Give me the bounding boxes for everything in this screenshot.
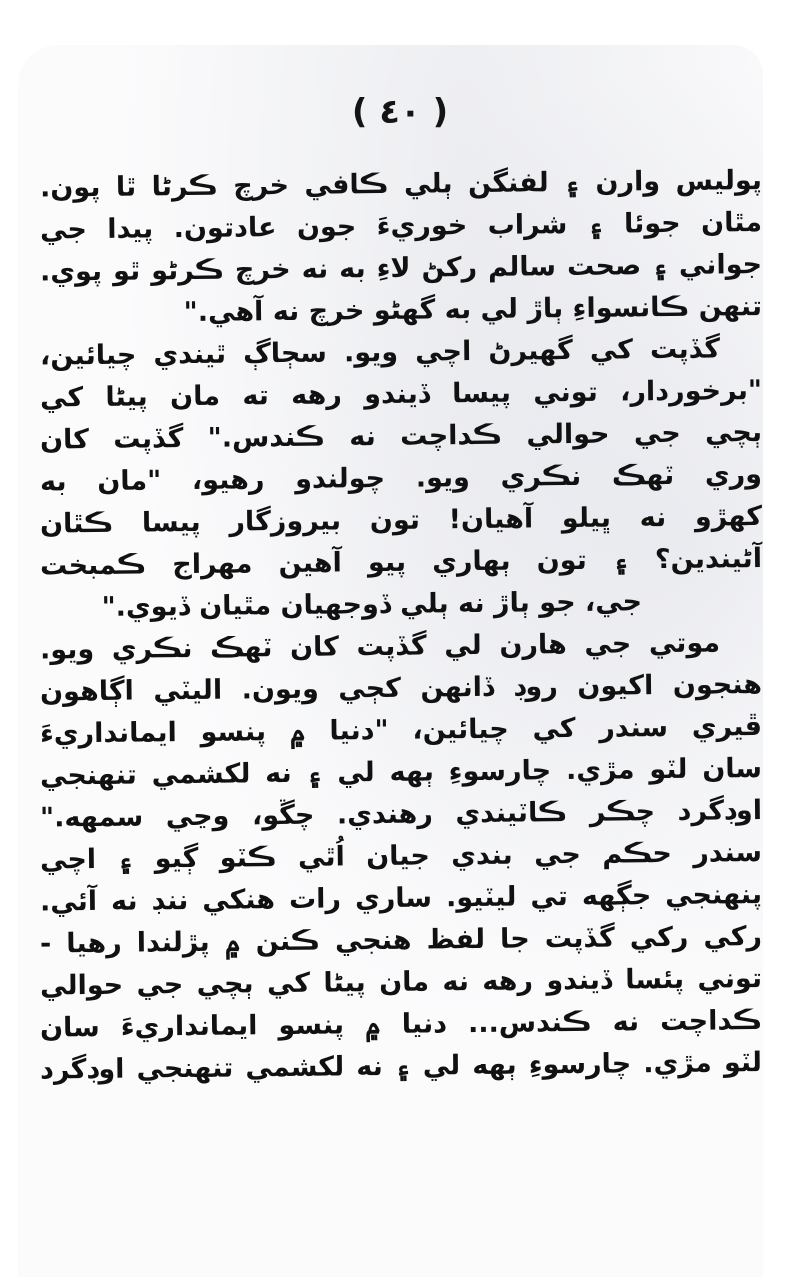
text-line-3: جواني ۽ صحت سالم رکڻ لاءِ به نه خرچ ڪرڻو ٿو پوي. — [39, 249, 763, 288]
text-line-22: لٽو مڙي. چارسوءِ ٻهه لي ۽ نه لکشمي تنهنجي اوڊگرد — [39, 1047, 763, 1086]
text-line-7: ٻچي جي حوالي ڪداچت نه ڪندس." گڏپت کان — [39, 417, 763, 456]
text-line-9: کهڙو نه ڀيلو آهيان! تون بيروزگار پيسا ڪٿان — [39, 501, 763, 540]
text-line-15: سان لٽو مڙي. چارسوءِ ٻهه لي ۽ نه لکشمي تنهنجي — [39, 753, 763, 792]
text-line-16: اوڊگرد چڪر ڪاٽيندي رهندي. چڱو، وڃي سمهه." — [39, 795, 763, 834]
text-line-13: هنجون اکيون روڊ ڏانهن کڄي ويون. اليٽي اڳاهون — [39, 669, 763, 708]
text-line-12: موتي جي هارن لي گڏپت کان ٽهڪ نڪري ويو. — [39, 627, 721, 666]
text-line-8: وري ٽهڪ نڪري ويو. چولندو رهيو، "مان به — [39, 459, 763, 498]
text-line-17: سندر حڪم جي بندي جيان اُٿي ڪٽو ڳيو ۽ اچي — [39, 837, 763, 876]
text-line-2: مٿان جوئا ۽ شراب خوريءَ جون عادتون. پيدا جي — [39, 207, 763, 246]
text-line-19: رکي رکي گڏپت جا لفظ هنجي ڪنن ۾ پڙلندا رهيا - — [39, 921, 763, 960]
text-line-1: پوليس وارن ۽ لفنگن ٻلي ڪافي خرچ ڪرڻا ٿا پون. — [39, 165, 763, 204]
text-line-14: ڦيري سندر کي چيائين، "دنيا ۾ پنسو ايمانداريءَ — [39, 711, 763, 750]
text-line-4: تنهن ڪانسواءِ ٻاڙ لي به گهڻو خرچ نه آهي." — [183, 291, 763, 329]
text-line-11: جي، جو ٻاڙ نه ٻلي ڏوجهيان مٿيان ڏيوي." — [101, 586, 643, 623]
text-line-21: ڪداچت نه ڪندس... دنيا ۾ پنسو ايمانداريءَ سان — [39, 1005, 763, 1044]
page-number: ( ٤٠ ) — [351, 92, 449, 132]
text-line-18: پنهنجي جڳهه تي ليٽيو. ساري رات هنکي ننڊ نه آئي. — [39, 879, 763, 918]
body-text — [40, 160, 762, 1084]
text-line-5: گڏپت کي گهيرڻ اچي ويو. سڄاڳ ٿيندي چيائين، — [39, 333, 721, 372]
text-line-6: "برخوردار، توني پيسا ڏيندو رهه ته مان پيڻا کي — [39, 375, 763, 414]
text-line-10: آڻيندين؟ ۽ تون ٻهاري پيو آهين مهراج ڪمبخت — [39, 543, 763, 582]
text-line-20: توني پئسا ڏيندو رهه نه مان پيڻا کي ٻچي جي حوالي — [39, 963, 763, 1002]
